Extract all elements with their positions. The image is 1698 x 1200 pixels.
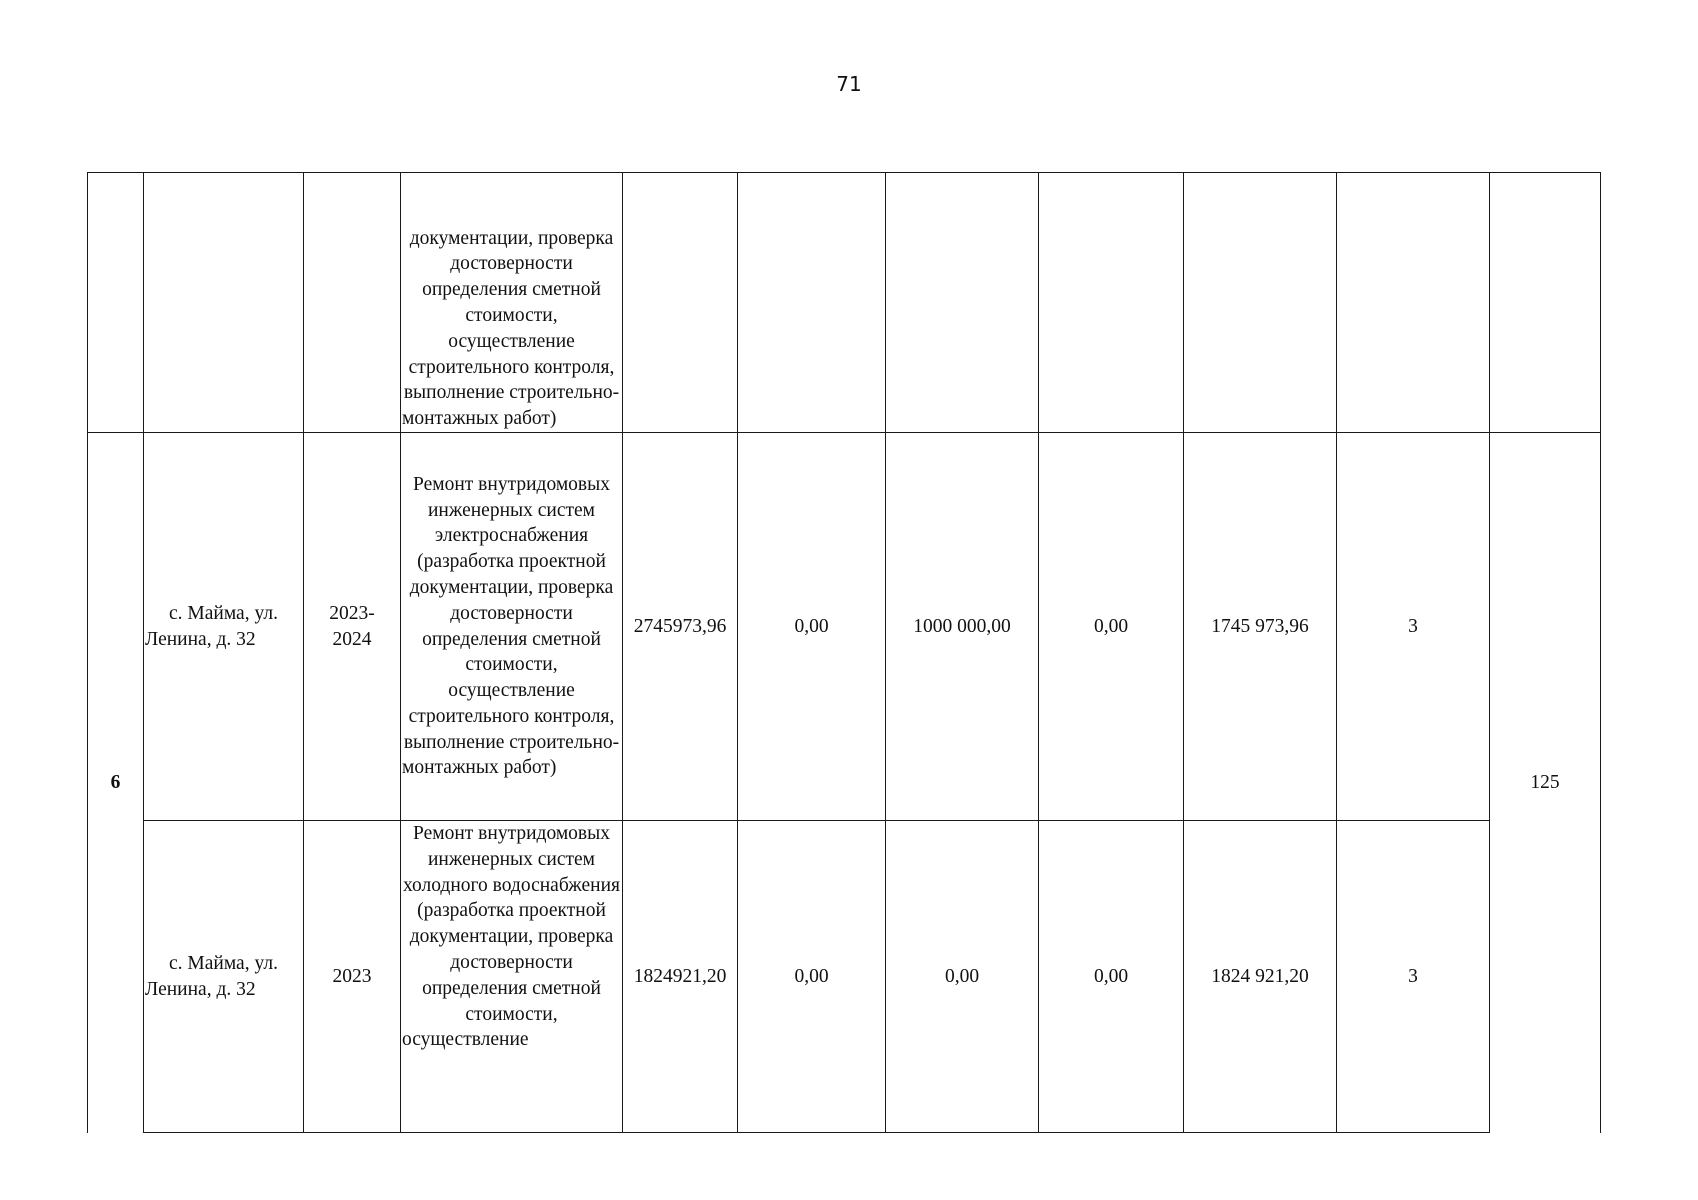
description-cell: [401, 821, 623, 1133]
col-a-cell: [738, 821, 886, 1133]
total-cell: [623, 433, 738, 821]
page-number: 71: [836, 72, 862, 96]
period-cell: [304, 821, 401, 1133]
col-c-value: 0,00: [1093, 615, 1129, 637]
col-e-cell: [1337, 433, 1490, 821]
col-e-cell: [1337, 821, 1490, 1133]
table-row: [88, 821, 1601, 1133]
col-b-cell: [886, 433, 1039, 821]
period-text: 2023: [332, 965, 372, 987]
col-b-value: 0,00: [944, 965, 980, 987]
repair-program-table: [87, 172, 1601, 1133]
total-cell: [623, 821, 738, 1133]
col-a-value: 0,00: [794, 965, 829, 987]
last-column-value: 125: [1530, 771, 1560, 793]
col-d-value: 1824 921,20: [1211, 965, 1309, 987]
total-cell: [623, 173, 738, 433]
period-cell: [304, 433, 401, 821]
description-text: документации, проверка достоверности определения сметной стоимости, осуществление строительного контроля, выполнение строительно-монтажных работ): [402, 227, 620, 430]
description-text: Ремонт внутридомовых инженерных систем холодного водоснабжения (разработка проектной документации, проверка достоверности определения сметной стоимости, осуществление: [402, 823, 620, 1051]
period-cell: [304, 173, 401, 433]
address-text: с. Майма, ул. Ленина, д. 32: [145, 602, 278, 650]
total-value: 1824921,20: [633, 965, 727, 987]
address-cell: [144, 173, 304, 433]
description-cell: [401, 433, 623, 821]
number-cell: [88, 173, 144, 433]
col-a-cell: [738, 173, 886, 433]
group-number-cell: [88, 433, 144, 1133]
col-e-cell: [1337, 173, 1490, 433]
col-d-value: 1745 973,96: [1211, 615, 1309, 637]
description-text: Ремонт внутридомовых инженерных систем электроснабжения (разработка проектной документации, проверка достоверности определения сметной стоимости, осуществление строительного контроля, выполнение строительно-монтажных работ): [402, 473, 620, 779]
col-d-cell: [1184, 173, 1337, 433]
address-cell: [144, 821, 304, 1133]
table-row: [88, 433, 1601, 821]
col-b-cell: [886, 173, 1039, 433]
col-a-cell: [738, 433, 886, 821]
last-column-cell: [1490, 173, 1601, 433]
col-c-cell: [1039, 821, 1184, 1133]
col-b-value: 1000 000,00: [913, 615, 1011, 637]
col-e-value: 3: [1408, 615, 1418, 637]
total-value: 2745973,96: [633, 615, 727, 637]
col-e-value: 3: [1408, 965, 1418, 987]
continuation-row: [88, 173, 1601, 433]
col-c-cell: [1039, 433, 1184, 821]
description-cell: [401, 173, 623, 433]
last-column-cell: [1490, 433, 1601, 1133]
period-text: 2023-2024: [329, 602, 375, 650]
group-number: 6: [110, 771, 121, 793]
col-c-cell: [1039, 173, 1184, 433]
col-a-value: 0,00: [794, 615, 829, 637]
col-d-cell: [1184, 821, 1337, 1133]
col-b-cell: [886, 821, 1039, 1133]
address-cell: [144, 433, 304, 821]
address-text: с. Майма, ул. Ленина, д. 32: [145, 952, 278, 1000]
col-c-value: 0,00: [1093, 965, 1129, 987]
col-d-cell: [1184, 433, 1337, 821]
